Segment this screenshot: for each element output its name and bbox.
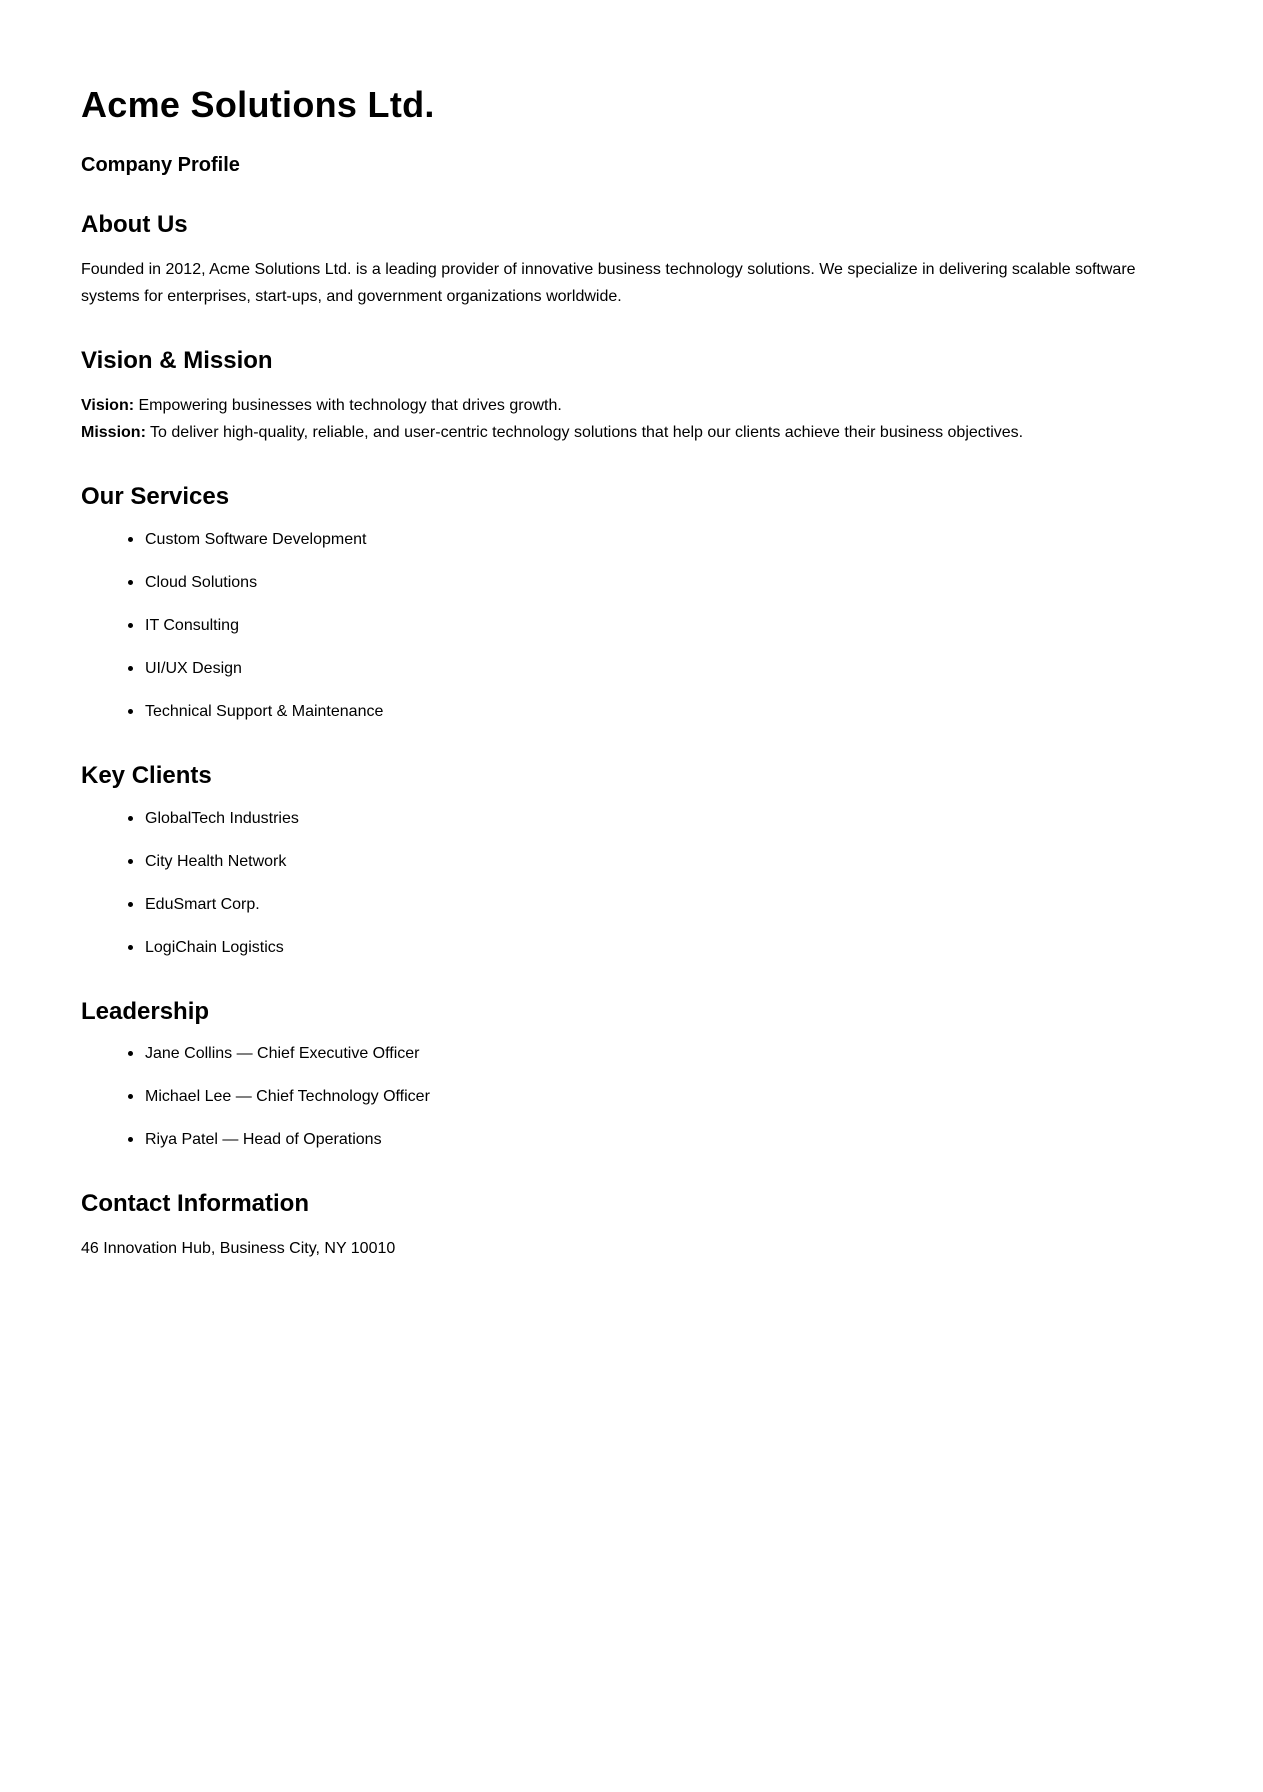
bullet-icon — [128, 709, 133, 714]
company-name-title: Acme Solutions Ltd. — [81, 84, 435, 125]
leader-item-label: Michael Lee — Chief Technology Officer — [145, 1088, 430, 1106]
about-section — [81, 211, 1182, 310]
bullet-icon — [128, 1051, 133, 1056]
leader-item-label: Riya Patel — Head of Operations — [145, 1131, 382, 1149]
vision-mission-heading: Vision & Mission — [81, 347, 273, 375]
client-item-label: EduSmart Corp. — [145, 895, 260, 913]
bullet-icon — [128, 623, 133, 628]
services-heading: Our Services — [81, 482, 230, 510]
list-item — [145, 698, 1182, 725]
leadership-section — [81, 998, 1182, 1154]
bullet-icon — [128, 666, 133, 671]
bullet-icon — [128, 859, 133, 864]
service-item-label: IT Consulting — [145, 616, 239, 634]
list-item — [145, 569, 1182, 596]
leadership-list — [81, 1040, 1182, 1153]
services-list — [81, 526, 1182, 725]
leadership-heading: Leadership — [81, 997, 210, 1025]
bullet-icon — [128, 1137, 133, 1142]
service-item-label: UI/UX Design — [145, 659, 242, 677]
bullet-icon — [128, 537, 133, 542]
list-item — [145, 1083, 1182, 1110]
bullet-icon — [128, 945, 133, 950]
vision-mission-text — [81, 392, 1182, 446]
mission-label: Mission: — [81, 423, 146, 441]
list-item — [145, 934, 1182, 961]
list-item — [145, 612, 1182, 639]
about-text: Founded in 2012, Acme Solutions Ltd. is a leading provider of innovative business technology solutions. We specialize in delivering scalable software systems for enterprises, start-ups, and government organizations worldwide. — [81, 261, 1136, 306]
about-heading: About Us — [81, 211, 188, 239]
document-subtitle: Company Profile — [81, 154, 240, 177]
service-item-label: Technical Support & Maintenance — [145, 702, 384, 720]
list-item — [145, 848, 1182, 875]
list-item — [145, 1040, 1182, 1067]
list-item — [145, 891, 1182, 918]
mission-text: To deliver high-quality, reliable, and user-centric technology solutions that help our clients achieve their business objectives. — [145, 423, 1024, 441]
bullet-icon — [128, 816, 133, 821]
list-item — [145, 526, 1182, 553]
vision-mission-section — [81, 347, 1182, 446]
leader-item-label: Jane Collins — Chief Executive Officer — [145, 1045, 420, 1063]
bullet-icon — [128, 1094, 133, 1099]
vision-line — [81, 392, 1182, 419]
client-item-label: GlobalTech Industries — [145, 809, 299, 827]
contact-heading: Contact Information — [81, 1190, 309, 1218]
service-item-label: Cloud Solutions — [145, 573, 258, 591]
list-item — [145, 1126, 1182, 1153]
client-item-label: City Health Network — [145, 852, 287, 870]
service-item-label: Custom Software Development — [145, 530, 367, 548]
list-item — [145, 655, 1182, 682]
client-item-label: LogiChain Logistics — [145, 938, 284, 956]
contact-address: 46 Innovation Hub, Business City, NY 10010 — [81, 1240, 396, 1258]
clients-list — [81, 805, 1182, 961]
services-section — [81, 483, 1182, 725]
list-item — [145, 805, 1182, 832]
clients-section — [81, 762, 1182, 961]
mission-line — [81, 419, 1182, 446]
vision-text: Empowering businesses with technology that drives growth. — [134, 396, 562, 414]
bullet-icon — [128, 902, 133, 907]
bullet-icon — [128, 580, 133, 585]
vision-label: Vision: — [81, 396, 135, 414]
contact-section — [81, 1190, 1182, 1262]
clients-heading: Key Clients — [81, 761, 212, 789]
